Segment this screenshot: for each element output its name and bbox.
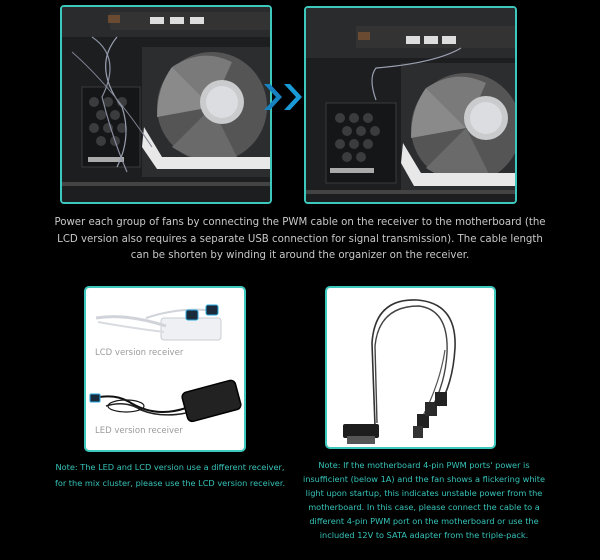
photo-before-cable-management (60, 5, 272, 204)
description-text: Power each group of fans by connecting the PWM cable on the receiver to the motherboard (the LCD version also requires a separate USB connection for signal transmission). The cable length can be shorten by winding it around the organizer on the receiver. (54, 217, 546, 261)
led-receiver-label: LED version receiver (95, 426, 183, 436)
case-interior-illustration (62, 7, 270, 202)
receivers-image-card (84, 286, 246, 452)
case-interior-illustration (306, 8, 515, 202)
sata-adapter-cable-illustration (327, 288, 494, 447)
sata-adapter-image-card (325, 286, 496, 449)
lcd-receiver-label: LCD version receiver (95, 348, 184, 358)
note-pwm-power: Note: If the motherboard 4-pin PWM ports' power is insufficient (below 1A) and the fan shows a flickering white light upon startup, this indicates unstable power from the motherboard. In this case, please connect the cable to a different 4-pin PWM port on the motherboard or use the included 12V to SATA adapter from the triple-pack. (302, 460, 546, 540)
note-receiver-version: Note: The LED and LCD version use a different receiver, for the mix cluster, please use the LCD version receiver. (54, 462, 286, 488)
photo-after-cable-management (304, 6, 517, 204)
